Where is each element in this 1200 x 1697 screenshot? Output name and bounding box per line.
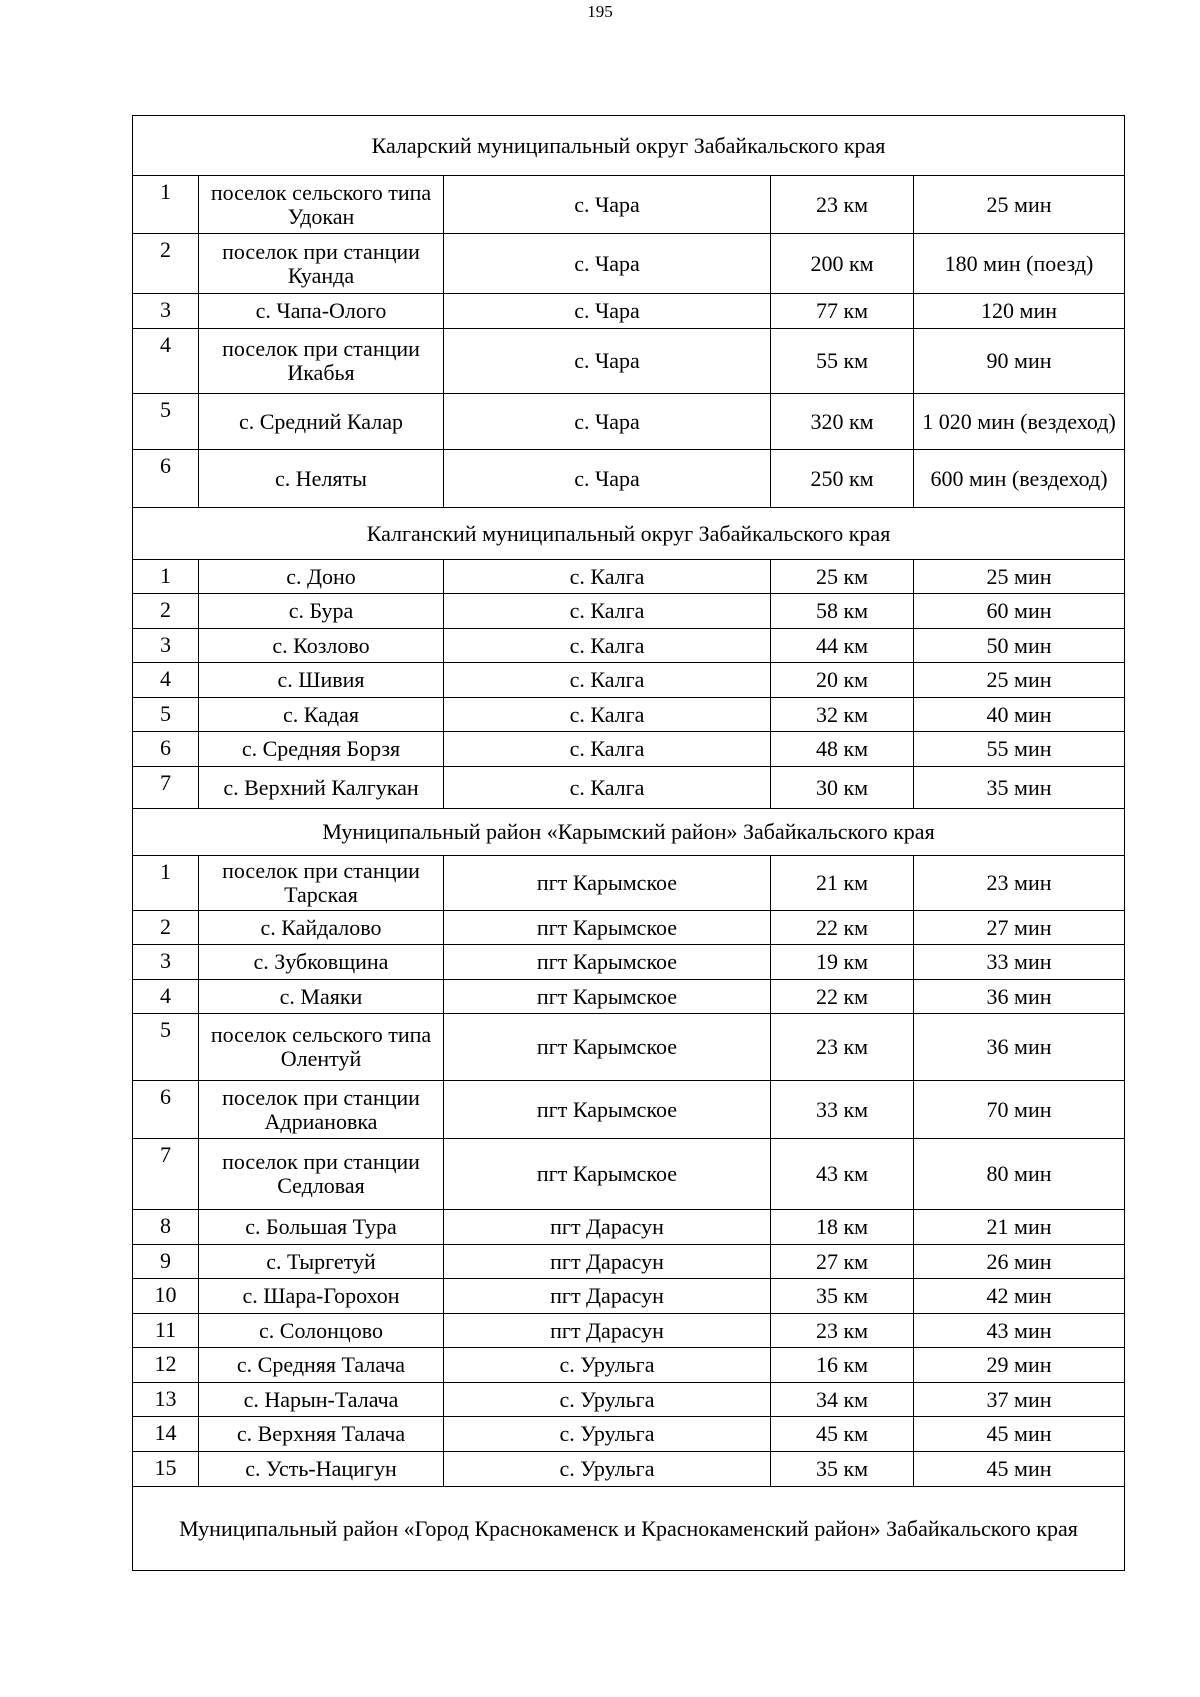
table-row	[133, 980, 1125, 1014]
page-number: 195	[587, 2, 613, 21]
distance-value: 23 км	[771, 176, 914, 234]
row-number: 6	[133, 732, 199, 767]
settlement-name: с. Шара-Горохон	[199, 1279, 444, 1314]
row-number: 11	[133, 1314, 199, 1348]
distance-value: 27 км	[771, 1245, 914, 1279]
travel-time: 45 мин	[914, 1417, 1125, 1452]
admin-center: с. Калга	[444, 732, 771, 767]
travel-time: 21 мин	[914, 1210, 1125, 1245]
table-row	[133, 1348, 1125, 1383]
settlement-name: с. Солонцово	[199, 1314, 444, 1348]
settlement-name: с. Большая Тура	[199, 1210, 444, 1245]
travel-time: 33 мин	[914, 945, 1125, 980]
admin-center: с. Урульга	[444, 1348, 771, 1383]
row-number: 12	[133, 1348, 199, 1383]
row-number: 5	[133, 394, 199, 450]
distance-value: 320 км	[771, 394, 914, 450]
travel-time: 36 мин	[914, 980, 1125, 1014]
admin-center: с. Калга	[444, 594, 771, 629]
table-row	[133, 1279, 1125, 1314]
admin-center: с. Калга	[444, 698, 771, 732]
admin-center: с. Калга	[444, 629, 771, 663]
travel-time: 55 мин	[914, 732, 1125, 767]
distance-value: 23 км	[771, 1014, 914, 1081]
section-header-row	[133, 1487, 1125, 1571]
admin-center: с. Чара	[444, 234, 771, 294]
distance-value: 43 км	[771, 1139, 914, 1210]
table-row	[133, 1245, 1125, 1279]
settlement-name: с. Верхний Калгукан	[199, 767, 444, 809]
travel-time: 80 мин	[914, 1139, 1125, 1210]
section-header-row	[133, 809, 1125, 856]
admin-center: с. Чара	[444, 394, 771, 450]
admin-center: с. Чара	[444, 450, 771, 508]
row-number: 13	[133, 1383, 199, 1417]
table-row	[133, 394, 1125, 450]
travel-time: 27 мин	[914, 911, 1125, 945]
admin-center: пгт Дарасун	[444, 1279, 771, 1314]
distance-value: 16 км	[771, 1348, 914, 1383]
distance-value: 48 км	[771, 732, 914, 767]
distance-value: 32 км	[771, 698, 914, 732]
row-number: 14	[133, 1417, 199, 1452]
admin-center: с. Урульга	[444, 1383, 771, 1417]
admin-center: с. Урульга	[444, 1452, 771, 1487]
distance-value: 200 км	[771, 234, 914, 294]
section-title: Муниципальный район «Карымский район» Забайкальского края	[133, 809, 1125, 856]
table-row	[133, 294, 1125, 329]
admin-center: с. Чара	[444, 329, 771, 394]
admin-center: с. Калга	[444, 663, 771, 698]
travel-time: 42 мин	[914, 1279, 1125, 1314]
settlement-name: с. Чапа-Олого	[199, 294, 444, 329]
row-number: 1	[133, 560, 199, 594]
distance-value: 34 км	[771, 1383, 914, 1417]
row-number: 5	[133, 698, 199, 732]
travel-time: 180 мин (поезд)	[914, 234, 1125, 294]
table-row	[133, 663, 1125, 698]
distance-value: 30 км	[771, 767, 914, 809]
travel-time: 120 мин	[914, 294, 1125, 329]
row-number: 2	[133, 234, 199, 294]
distance-value: 58 км	[771, 594, 914, 629]
row-number: 1	[133, 856, 199, 911]
row-number: 2	[133, 594, 199, 629]
section-title: Калганский муниципальный округ Забайкальского края	[133, 508, 1125, 560]
settlement-name: поселок сельского типа Удокан	[199, 176, 444, 234]
admin-center: пгт Карымское	[444, 1139, 771, 1210]
travel-time: 40 мин	[914, 698, 1125, 732]
row-number: 4	[133, 663, 199, 698]
row-number: 3	[133, 294, 199, 329]
row-number: 3	[133, 629, 199, 663]
row-number: 6	[133, 450, 199, 508]
travel-time: 600 мин (вездеход)	[914, 450, 1125, 508]
settlement-name: с. Средняя Борзя	[199, 732, 444, 767]
distance-value: 19 км	[771, 945, 914, 980]
table-row	[133, 732, 1125, 767]
settlement-name: с. Неляты	[199, 450, 444, 508]
table-row	[133, 1210, 1125, 1245]
admin-center: пгт Дарасун	[444, 1245, 771, 1279]
admin-center: пгт Карымское	[444, 856, 771, 911]
settlement-name: поселок при станции Куанда	[199, 234, 444, 294]
table-row	[133, 767, 1125, 809]
distance-value: 18 км	[771, 1210, 914, 1245]
row-number: 9	[133, 1245, 199, 1279]
row-number: 3	[133, 945, 199, 980]
admin-center: с. Калга	[444, 767, 771, 809]
admin-center: пгт Карымское	[444, 945, 771, 980]
travel-time: 25 мин	[914, 560, 1125, 594]
table-row	[133, 1452, 1125, 1487]
admin-center: пгт Дарасун	[444, 1314, 771, 1348]
settlement-name: с. Нарын-Талача	[199, 1383, 444, 1417]
distance-value: 33 км	[771, 1081, 914, 1139]
settlement-name: с. Шивия	[199, 663, 444, 698]
section-title: Муниципальный район «Город Краснокаменск и Краснокаменский район» Забайкальского края	[133, 1487, 1125, 1571]
table-row	[133, 329, 1125, 394]
row-number: 5	[133, 1014, 199, 1081]
distance-value: 22 км	[771, 911, 914, 945]
row-number: 1	[133, 176, 199, 234]
distance-value: 21 км	[771, 856, 914, 911]
section-header-row	[133, 116, 1125, 176]
admin-center: пгт Дарасун	[444, 1210, 771, 1245]
travel-time: 37 мин	[914, 1383, 1125, 1417]
table-row	[133, 698, 1125, 732]
travel-time: 25 мин	[914, 176, 1125, 234]
table-row	[133, 234, 1125, 294]
row-number: 7	[133, 767, 199, 809]
distance-value: 45 км	[771, 1417, 914, 1452]
settlement-name: с. Маяки	[199, 980, 444, 1014]
table-row	[133, 1081, 1125, 1139]
settlement-name: поселок при станции Икабья	[199, 329, 444, 394]
distance-value: 44 км	[771, 629, 914, 663]
travel-time: 23 мин	[914, 856, 1125, 911]
travel-time: 36 мин	[914, 1014, 1125, 1081]
table-row	[133, 594, 1125, 629]
distance-value: 23 км	[771, 1314, 914, 1348]
settlement-name: с. Тыргетуй	[199, 1245, 444, 1279]
travel-time: 26 мин	[914, 1245, 1125, 1279]
table-row	[133, 911, 1125, 945]
row-number: 8	[133, 1210, 199, 1245]
travel-time: 50 мин	[914, 629, 1125, 663]
table-row	[133, 1014, 1125, 1081]
settlement-name: с. Зубковщина	[199, 945, 444, 980]
settlement-name: поселок сельского типа Олентуй	[199, 1014, 444, 1081]
table-row	[133, 629, 1125, 663]
distance-value: 55 км	[771, 329, 914, 394]
admin-center: с. Чара	[444, 176, 771, 234]
settlements-table	[132, 115, 1125, 1571]
admin-center: пгт Карымское	[444, 1081, 771, 1139]
table-row	[133, 1139, 1125, 1210]
row-number: 4	[133, 980, 199, 1014]
travel-time: 60 мин	[914, 594, 1125, 629]
row-number: 7	[133, 1139, 199, 1210]
travel-time: 70 мин	[914, 1081, 1125, 1139]
table-row	[133, 1417, 1125, 1452]
section-title: Каларский муниципальный округ Забайкальского края	[133, 116, 1125, 176]
travel-time: 25 мин	[914, 663, 1125, 698]
admin-center: пгт Карымское	[444, 980, 771, 1014]
settlement-name: с. Кайдалово	[199, 911, 444, 945]
distance-value: 250 км	[771, 450, 914, 508]
row-number: 6	[133, 1081, 199, 1139]
distance-value: 22 км	[771, 980, 914, 1014]
settlement-name: с. Средний Калар	[199, 394, 444, 450]
row-number: 2	[133, 911, 199, 945]
row-number: 10	[133, 1279, 199, 1314]
distance-value: 25 км	[771, 560, 914, 594]
admin-center: пгт Карымское	[444, 1014, 771, 1081]
table-row	[133, 856, 1125, 911]
settlement-name: с. Бура	[199, 594, 444, 629]
table-row	[133, 1383, 1125, 1417]
admin-center: с. Калга	[444, 560, 771, 594]
travel-time: 35 мин	[914, 767, 1125, 809]
row-number: 4	[133, 329, 199, 394]
travel-time: 29 мин	[914, 1348, 1125, 1383]
row-number: 15	[133, 1452, 199, 1487]
settlement-name: поселок при станции Седловая	[199, 1139, 444, 1210]
settlement-name: поселок при станции Тарская	[199, 856, 444, 911]
travel-time: 90 мин	[914, 329, 1125, 394]
table-row	[133, 176, 1125, 234]
settlement-name: с. Кадая	[199, 698, 444, 732]
admin-center: пгт Карымское	[444, 911, 771, 945]
travel-time: 45 мин	[914, 1452, 1125, 1487]
settlement-name: с. Доно	[199, 560, 444, 594]
admin-center: с. Чара	[444, 294, 771, 329]
table-row	[133, 945, 1125, 980]
settlement-name: с. Средняя Талача	[199, 1348, 444, 1383]
distance-value: 35 км	[771, 1279, 914, 1314]
section-header-row	[133, 508, 1125, 560]
table-row	[133, 560, 1125, 594]
settlement-name: поселок при станции Адриановка	[199, 1081, 444, 1139]
settlement-name: с. Козлово	[199, 629, 444, 663]
distance-value: 20 км	[771, 663, 914, 698]
travel-time: 1 020 мин (вездеход)	[914, 394, 1125, 450]
travel-time: 43 мин	[914, 1314, 1125, 1348]
distance-value: 35 км	[771, 1452, 914, 1487]
distance-value: 77 км	[771, 294, 914, 329]
settlement-name: с. Верхняя Талача	[199, 1417, 444, 1452]
settlement-name: с. Усть-Нацигун	[199, 1452, 444, 1487]
table-row	[133, 450, 1125, 508]
table-row	[133, 1314, 1125, 1348]
admin-center: с. Урульга	[444, 1417, 771, 1452]
